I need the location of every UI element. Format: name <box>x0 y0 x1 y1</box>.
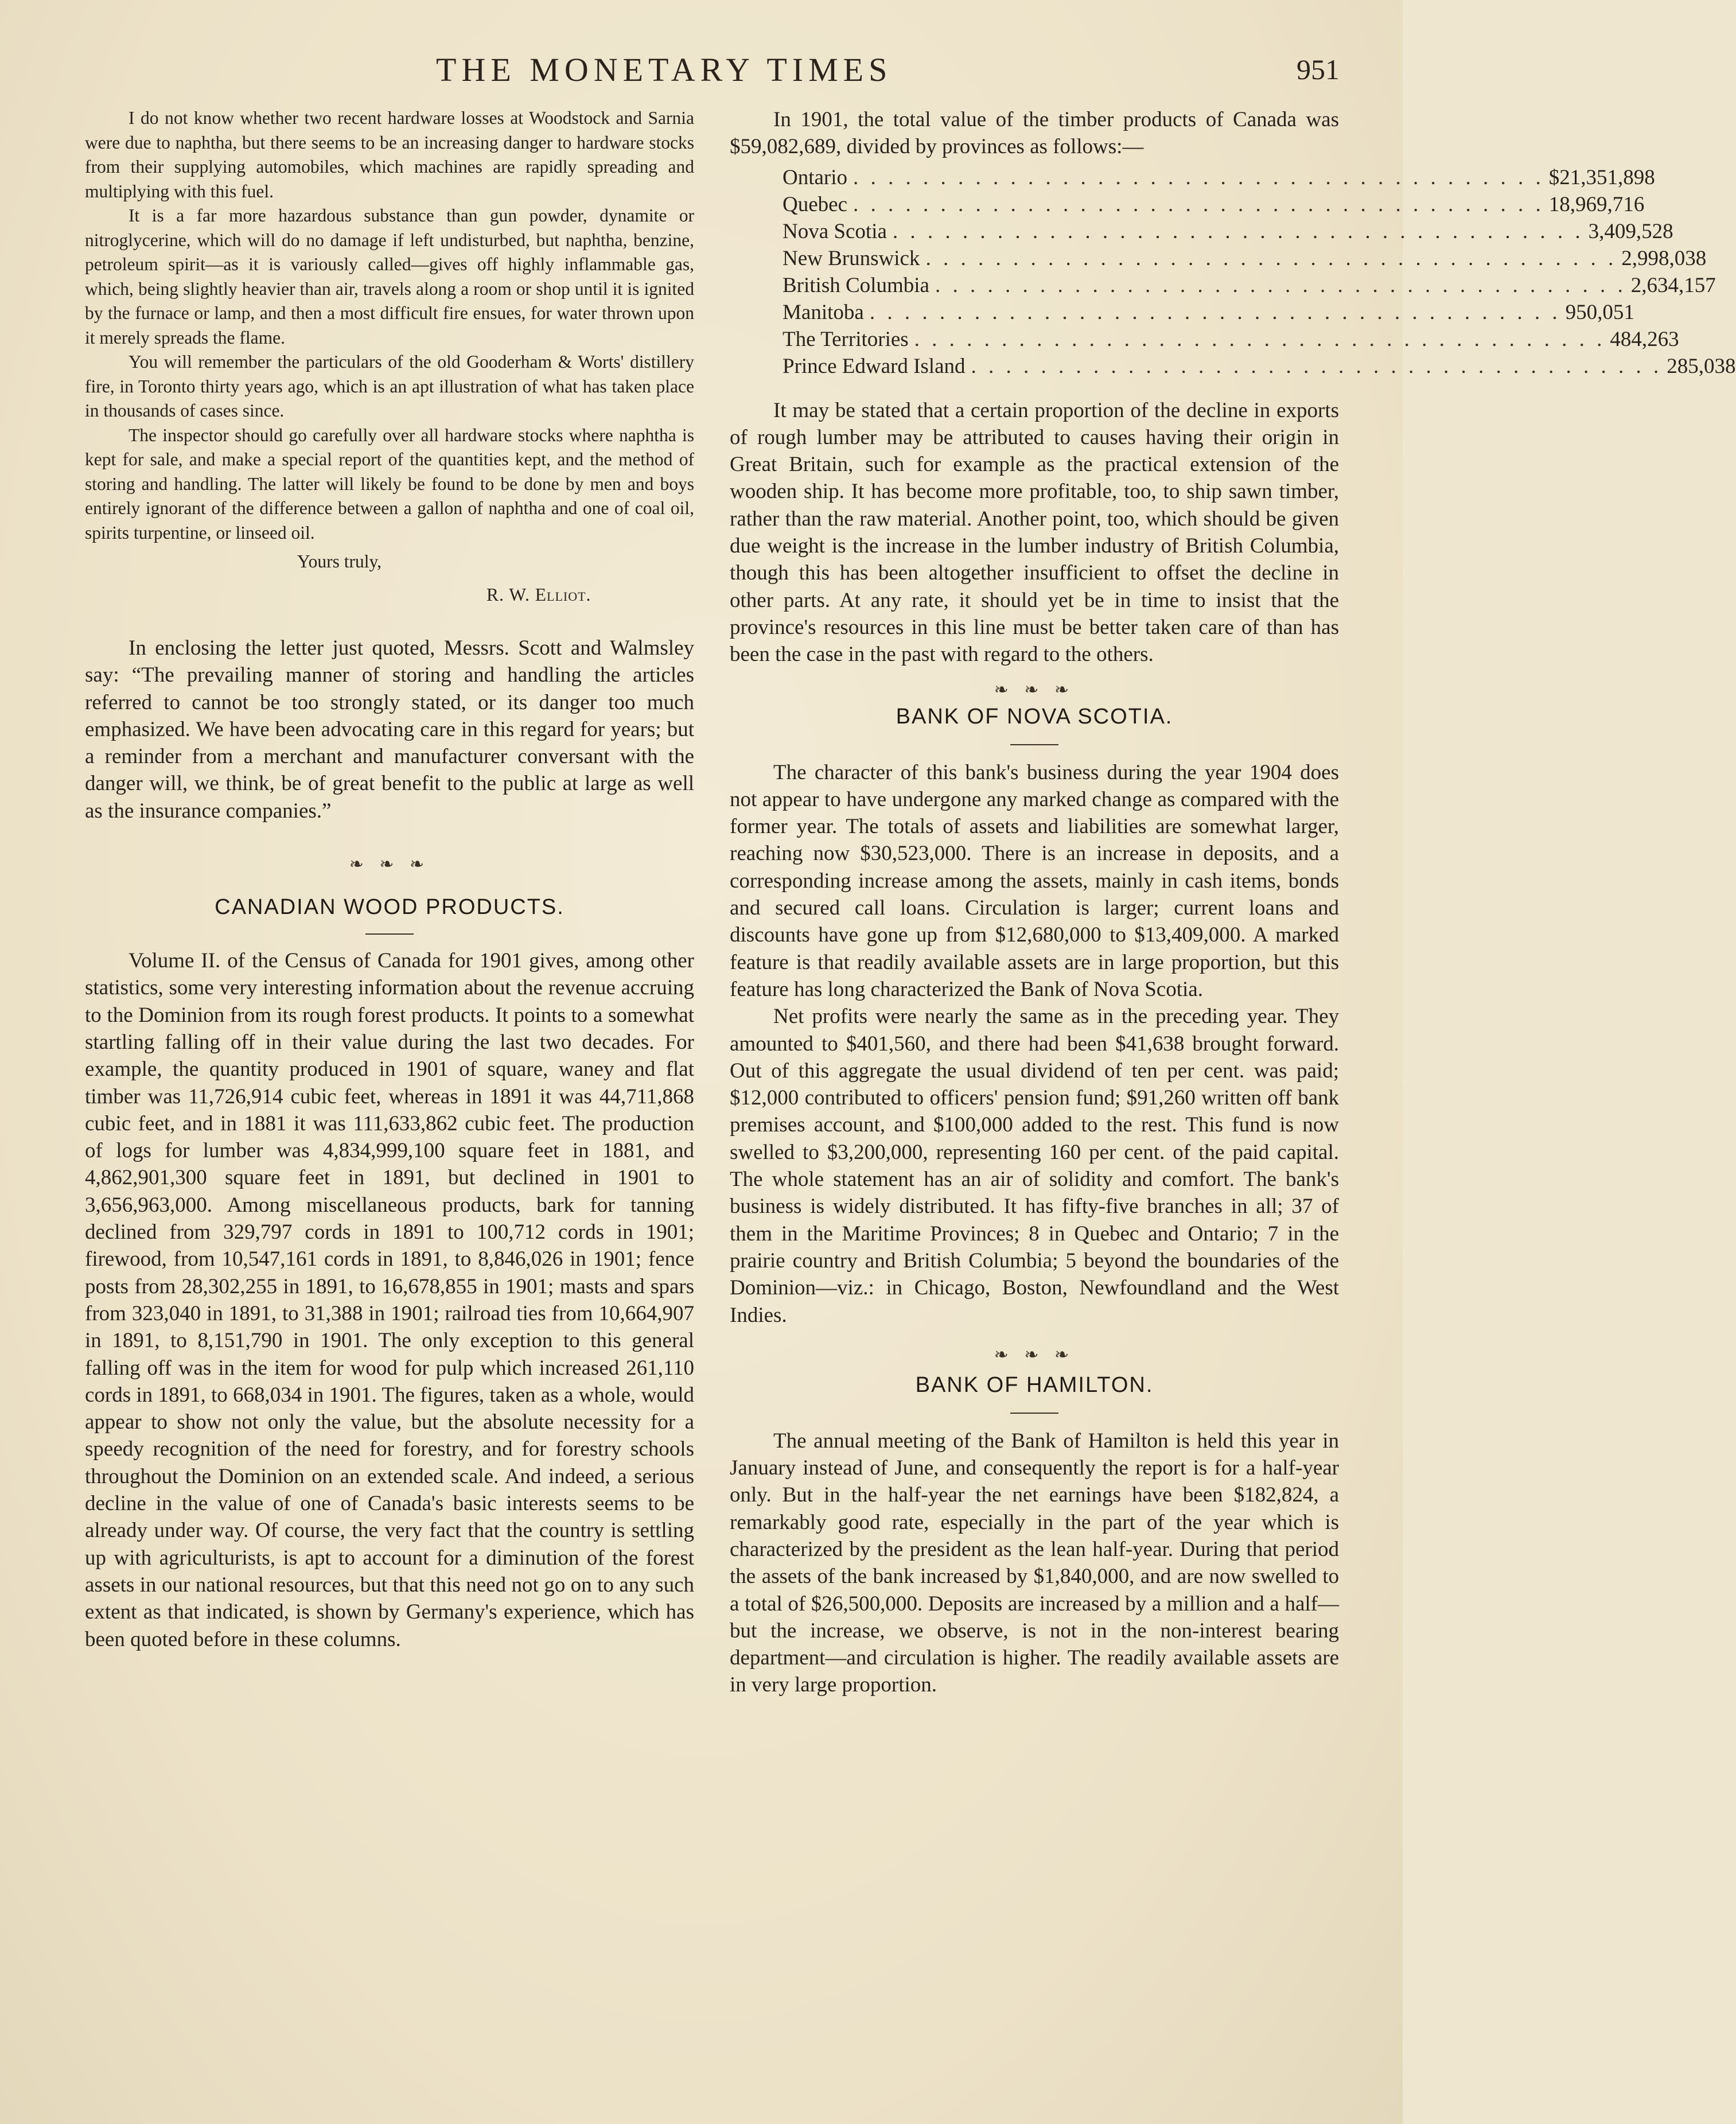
enclosing-paragraph: In enclosing the letter just quoted, Messrs. Scott and Walmsley say: “The prevailing manner of storing and handling the articles referred to cannot be too strongly stated, or its danger too much emphasized. We have been advocating care in this regard for years; but a reminder from a merchant and manufacturer conversant with the danger will, we think, be of great benefit to the public at large as well as the insurance companies.” <box>85 636 694 823</box>
section-ornament: ❧ ❧ ❧ <box>994 1345 1075 1364</box>
province-name: Quebec <box>783 192 847 216</box>
dot-leader: . . . . . . . . . . . . . . . . . . . . . . . . . . . . . . . . . . . . . . . . <box>925 246 1617 270</box>
province-name: Nova Scotia <box>783 219 887 243</box>
wood-products-heading: CANADIAN WOOD PRODUCTS. <box>215 895 565 920</box>
timber-paragraph: It may be stated that a certain proportion of the decline in exports of rough lumber may be attributed to causes having their origin in Great Britain, such for example as the practical extension of the wooden ship. It has become more profitable, too, to ship sawn timber, rather than the raw material. Another point, too, which should be given due weight is the increase in the lumber industry of British Columbia, though this has been altogether insufficient to offset the decline in other parts. At any rate, it should yet be in time to insist that the province's resources in this line must be better taken care of than has been the case in the past with regard to the others. <box>730 398 1339 667</box>
province-value: 2,998,038 <box>1621 246 1707 270</box>
section-ornament: ❧ ❧ ❧ <box>994 680 1075 699</box>
province-name: Manitoba <box>783 300 864 324</box>
timber-intro: In 1901, the total value of the timber products of Canada was $59,082,689, divided by provinces as follows:— <box>730 108 1339 159</box>
heading-rule <box>1010 744 1058 745</box>
province-name: The Territories <box>783 327 909 351</box>
wood-products-section <box>85 947 694 1653</box>
province-name: Prince Edward Island <box>783 354 966 378</box>
province-name: British Columbia <box>783 273 929 297</box>
nova-scotia-paragraph: The character of this bank's business during the year 1904 does not appear to have undergone any marked change as compared with the former year. The totals of assets and liabilities are somewhat larger, reaching now $30,523,000. There is an increase in deposits, and a corresponding increase among the assets, mainly in cash items, bonds and secured call loans. Circulation is larger; current loans and discounts have gone up from $12,680,000 to $13,409,000. A marked feature is that readily available assets are in large proportion, but this feature has long characterized the Bank of Nova Scotia. <box>730 760 1339 1001</box>
heading-rule <box>365 933 414 935</box>
dot-leader: . . . . . . . . . . . . . . . . . . . . . . . . . . . . . . . . . . . . . . . . <box>914 327 1606 351</box>
letter-paragraph: I do not know whether two recent hardware losses at Woodstock and Sarnia were due to naphtha, but there seems to be an increasing danger to hardware stocks from their supplying automobiles, which machines are rapidly spreading and multiplying with this fuel. <box>85 108 694 201</box>
province-value: 3,409,528 <box>1588 219 1673 243</box>
province-value: 484,263 <box>1610 327 1679 351</box>
province-value: 18,969,716 <box>1548 192 1645 216</box>
province-row <box>783 218 1673 245</box>
page-header <box>0 50 1403 91</box>
dot-leader: . . . . . . . . . . . . . . . . . . . . . . . . . . . . . . . . . . . . . . . . <box>853 192 1544 216</box>
province-table <box>783 164 1736 380</box>
wood-products-paragraph: Volume II. of the Census of Canada for 1901 gives, among other statistics, some very interesting information about the revenue accruing to the Dominion from its rough forest products. It points to a somewhat startling falling off in their value during the last two decades. For example, the quantity produced in 1901 of square, waney and flat timber was 11,726,914 cubic feet, whereas in 1891 it was 44,711,868 cubic feet, and in 1881 it was 111,633,862 cubic feet. The production of logs for lumber was 4,834,999,100 square feet in 1881, and 4,862,901,300 square feet in 1891, but declined in 1901 to 3,656,963,000. Among miscellaneous products, bark for tanning declined from 329,797 cords in 1891 to 100,712 cords in 1901; firewood, from 10,547,161 cords in 1891, to 8,846,026 in 1901; fence posts from 28,302,255 in 1891, to 16,678,855 in 1901; masts and spars from 323,040 in 1891, to 31,388 in 1901; railroad ties from 10,664,907 in 1891, to 8,151,790 in 1901. The only exception to this general falling off was in the item for wood for pulp which increased 261,110 cords in 1891, to 668,034 in 1901. The figures, taken as a whole, would appear to show not only the value, but the absolute necessity for a speedy recognition of the need for forestry, and for forestry schools throughout the Dominion on an extended scale. And indeed, a serious decline in the value of one of Canada's basic interests seems to be already under way. Of course, the very fact that the country is settling up with agriculturists, is apt to account for a diminution of the forest assets in our national resources, but that this need not go on to any such extent as that indicated, is shown by Germany's experience, which has been quoted before in these columns. <box>85 949 694 1651</box>
province-name: New Brunswick <box>783 246 920 270</box>
dot-leader: . . . . . . . . . . . . . . . . . . . . . . . . . . . . . . . . . . . . . . . . <box>869 300 1561 324</box>
province-row <box>783 191 1645 218</box>
province-value: 285,038 <box>1667 354 1736 378</box>
letter-paragraph: The inspector should go carefully over all hardware stocks where naphtha is kept for sale, and make a special report of the quantities kept, and the method of storing and handling. The latter will likely be found to be done by men and boys entirely ignorant of the difference between a gallon of naphtha and one of coal oil, spirits turpentine, or linseed oil. <box>85 425 694 543</box>
page-number: 951 <box>1297 53 1340 85</box>
section-ornament: ❧ ❧ ❧ <box>349 855 430 874</box>
hamilton-heading: BANK OF HAMILTON. <box>915 1372 1154 1397</box>
enclosing-section <box>85 635 694 824</box>
letter-paragraph: It is a far more hazardous substance than gun powder, dynamite or nitroglycerine, which will do no damage if left undisturbed, but naphtha, benzine, petroleum spirit—as it is variously called—gives off highly inflammable gas, which, being slightly heavier than air, travels along a room or shop until it is ignited by the furnace or lamp, and then a most difficult fire ensues, for water thrown upon it merely spreads the flame. <box>85 205 694 348</box>
letter-signoff <box>85 550 694 607</box>
left-column <box>85 106 694 1653</box>
nova-scotia-section <box>730 759 1339 1329</box>
heading-rule <box>1010 1413 1058 1414</box>
running-title: THE MONETARY TIMES <box>436 51 893 88</box>
province-value: $21,351,898 <box>1548 165 1655 189</box>
nova-scotia-heading: BANK OF NOVA SCOTIA. <box>896 704 1173 729</box>
dot-leader: . . . . . . . . . . . . . . . . . . . . . . . . . . . . . . . . . . . . . . . . <box>853 165 1544 189</box>
dot-leader: . . . . . . . . . . . . . . . . . . . . . . . . . . . . . . . . . . . . . . . . <box>935 273 1626 297</box>
timber-section <box>730 397 1339 668</box>
hamilton-section <box>730 1427 1339 1699</box>
province-value: 950,051 <box>1565 300 1634 324</box>
letter-signature: R. W. Elliot. <box>486 585 591 605</box>
nova-scotia-paragraph: Net profits were nearly the same as in the preceding year. They amounted to $401,560, and there had been $41,638 brought forward. Out of this aggregate the usual dividend of ten per cent. was paid; $12,000 contributed to officers' pension fund; $91,260 written off bank premises account, and $100,000 added to the rest. This fund is now swelled to $3,200,000, representing 160 per cent. of the paid capital. The whole statement has an air of solidity and comfort. The bank's business is widely distributed. It has fifty-five branches in all; 37 of them in the Maritime Provinces; 8 in Quebec and Ontario; 7 in the prairie country and British Columbia; 5 beyond the boundaries of the Dominion—viz.: in Chicago, Boston, Newfoundland and the West Indies. <box>730 1005 1339 1327</box>
letter-closing: Yours truly, <box>297 551 382 571</box>
hamilton-paragraph: The annual meeting of the Bank of Hamilton is held this year in January instead of June, and consequently the report is for a half-year only. But in the half-year the net earnings have been $182,824, a remarkably good rate, especially in the part of the year which is characterized by the president as the lean half-year. During that period the assets of the bank increased by $1,840,000, and are now swelled to a total of $26,500,000. Deposits are increased by a million and a half—but the increase, we observe, is not in the non-interest bearing department—and circulation is higher. The readily available assets are in very large proportion. <box>730 1429 1339 1697</box>
province-row <box>783 272 1716 299</box>
letter-paragraph: You will remember the particulars of the old Gooderham & Worts' distillery fire, in Toronto thirty years ago, which is an apt illustration of what has taken place in thousands of cases since. <box>85 352 694 421</box>
province-row <box>783 299 1634 326</box>
right-column <box>730 106 1736 1699</box>
dot-leader: . . . . . . . . . . . . . . . . . . . . . . . . . . . . . . . . . . . . . . . . <box>892 219 1584 243</box>
province-row <box>783 326 1679 353</box>
province-value: 2,634,157 <box>1630 273 1716 297</box>
letter-body <box>85 106 694 545</box>
province-name: Ontario <box>783 165 848 189</box>
province-row <box>783 245 1707 272</box>
province-row <box>783 164 1655 191</box>
province-row <box>783 353 1736 380</box>
timber-intro-section <box>730 106 1339 161</box>
dot-leader: . . . . . . . . . . . . . . . . . . . . . . . . . . . . . . . . . . . . . . . . <box>971 354 1663 378</box>
